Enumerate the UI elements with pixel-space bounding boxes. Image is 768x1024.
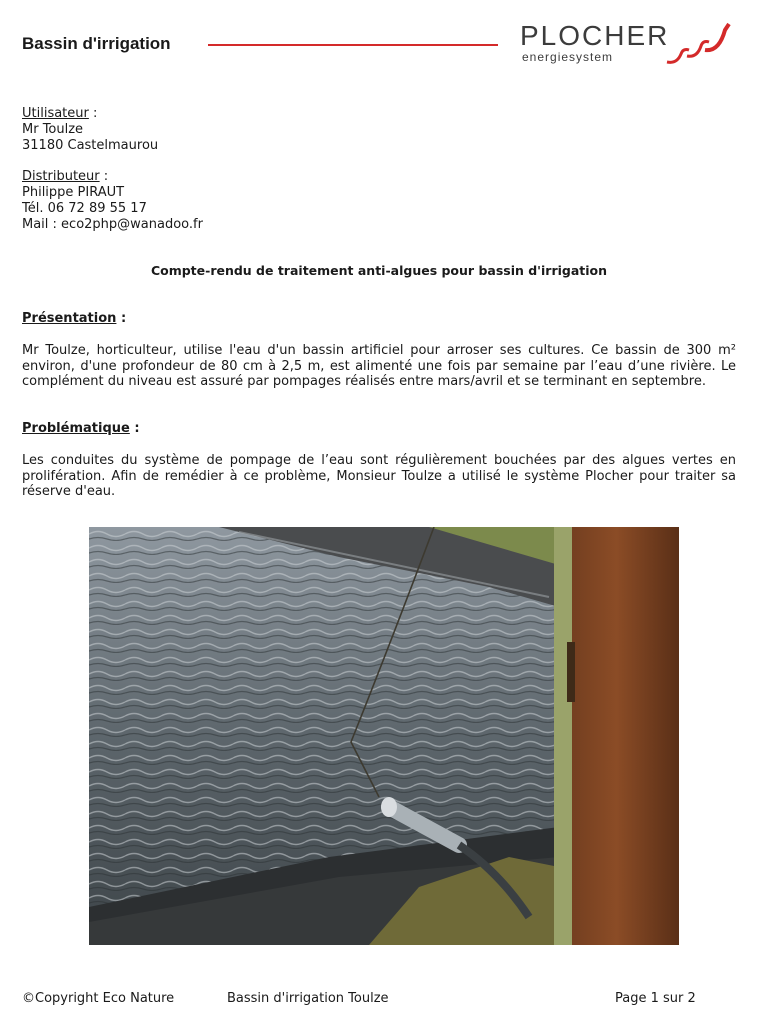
presentation-text: Mr Toulze, horticulteur, utilise l'eau d'un bassin artificiel pour arroser ses cultures. Ce bassin de 300 m² environ, d'une profondeur de 80 cm à 2,5 m, est alimenté une fois par semaine par l’eau d’une rivière. Le complément du niveau est assuré par pompages réalisés entre mars/avril et se terminant en septembre. bbox=[22, 343, 736, 389]
distributor-phone: Tél. 06 72 89 55 17 bbox=[22, 201, 147, 216]
logo-wordmark: PLOCHER bbox=[520, 20, 670, 51]
user-label: Utilisateur bbox=[22, 106, 89, 121]
logo-tagline: energiesystem bbox=[522, 50, 614, 64]
distributor-block: Distributeur : Philippe PIRAUT Tél. 06 72 89 55 17 Mail : eco2php@wanadoo.fr bbox=[22, 169, 203, 232]
pond-photo bbox=[89, 527, 679, 945]
footer-copyright: ©Copyright Eco Nature bbox=[22, 991, 175, 1006]
distributor-name: Philippe PIRAUT bbox=[22, 185, 125, 200]
problem-heading-text: Problématique bbox=[22, 421, 130, 436]
problem-text: Les conduites du système de pompage de l’eau sont régulièrement bouchées par des algues vertes en prolifération. Afin de remédier à ce problème, Monsieur Toulze a utilisé le système Plocher pour traiter sa réserve d'eau. bbox=[22, 453, 736, 499]
presentation-heading-text: Présentation bbox=[22, 311, 117, 326]
user-name: Mr Toulze bbox=[22, 122, 84, 137]
plocher-logo bbox=[520, 20, 735, 70]
user-block: Utilisateur : Mr Toulze 31180 Castelmaurou bbox=[22, 106, 159, 153]
header-rule bbox=[208, 44, 498, 46]
document-title: Bassin d'irrigation bbox=[22, 34, 171, 53]
footer-document-name: Bassin d'irrigation Toulze bbox=[227, 991, 389, 1006]
problem-heading: Problématique : bbox=[22, 421, 140, 436]
report-title: Compte-rendu de traitement anti-algues pour bassin d'irrigation bbox=[150, 263, 608, 278]
user-address: 31180 Castelmaurou bbox=[22, 138, 159, 153]
presentation-heading: Présentation : bbox=[22, 311, 127, 326]
distributor-mail: Mail : eco2php@wanadoo.fr bbox=[22, 217, 203, 232]
swoosh-icon bbox=[665, 22, 735, 68]
footer-page-number: Page 1 sur 2 bbox=[615, 991, 696, 1006]
distributor-label: Distributeur bbox=[22, 169, 100, 184]
